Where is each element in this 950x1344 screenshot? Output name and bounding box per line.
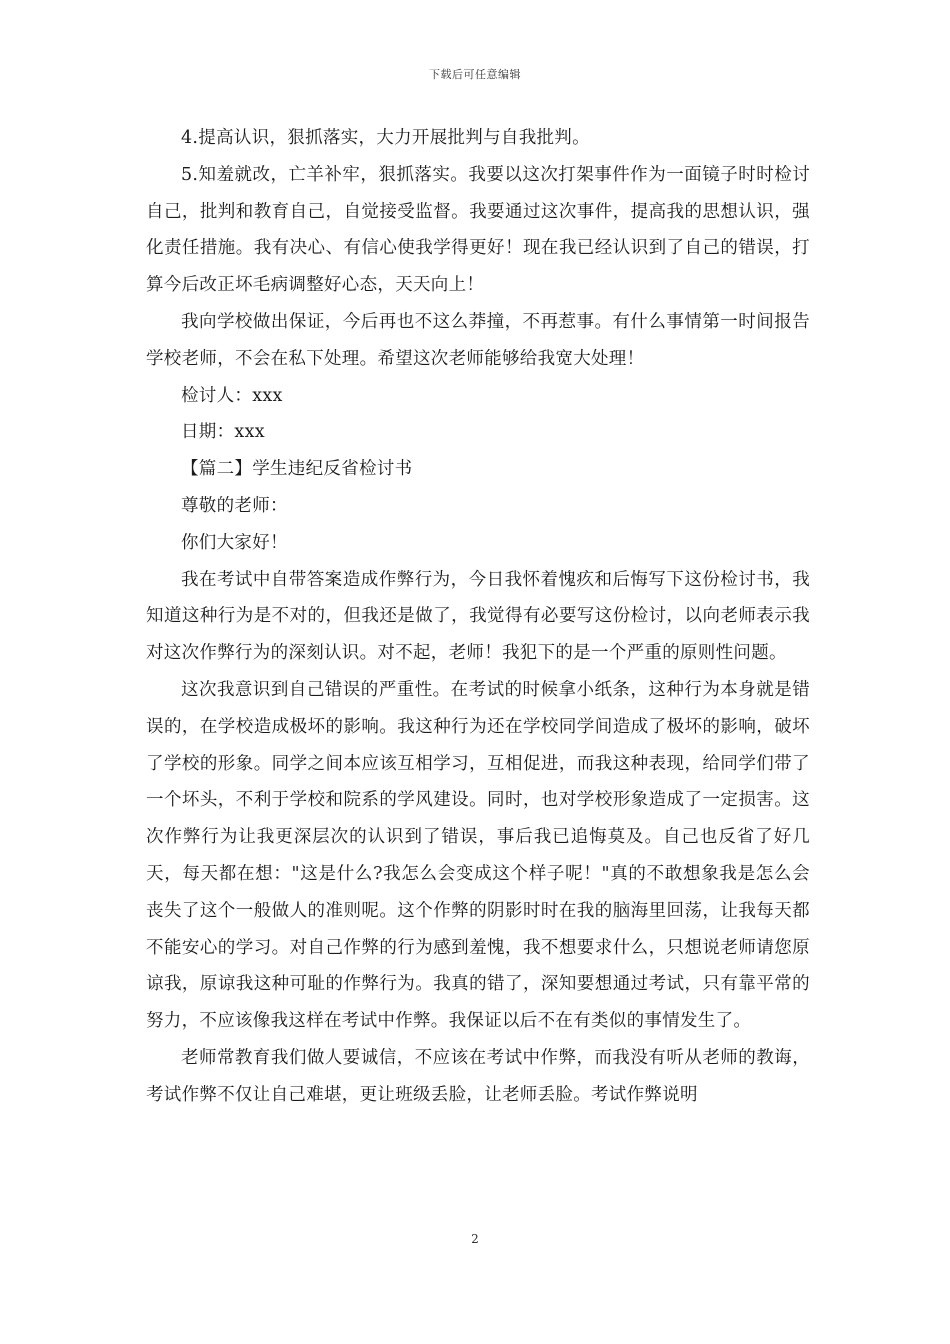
greeting: 你们大家好！ bbox=[181, 532, 288, 553]
paragraph-9: 我在考试中自带答案造成作弊行为，今日我怀着愧疚和后悔写下这份检讨书，我知道这种行为是不对的，但我还是做了，我觉得有必要写这份检讨，以向老师表示我对这次作弊行为的深刻认识。对不起，老师！我犯下的是一个严重的原则性问题。 bbox=[146, 569, 810, 664]
paragraph-3: 我向学校做出保证，今后再也不这么莽撞，不再惹事。有什么事情第一时间报告学校老师，不会在私下处理。希望这次老师能够给我宽大处理！ bbox=[146, 311, 810, 369]
paragraph-1: 4.提高认识，狠抓落实，大力开展批判与自我批判。 bbox=[181, 128, 590, 148]
signature-line: 检讨人：xxx bbox=[181, 385, 283, 406]
paragraph-11: 老师常教育我们做人要诚信，不应该在考试中作弊，而我没有听从老师的教诲，考试作弊不仅让自己难堪，更让班级丢脸，让老师丢脸。考试作弊说明 bbox=[146, 1047, 810, 1105]
page-header: 下载后可任意编辑 bbox=[429, 68, 521, 81]
salutation: 尊敬的老师： bbox=[181, 495, 288, 516]
section-title: 【篇二】学生违纪反省检讨书 bbox=[181, 459, 413, 480]
paragraph-2: 5.知羞就改，亡羊补牢，狠抓落实。我要以这次打架事件作为一面镜子时时检讨自己，批判和教育自己，自觉接受监督。我要通过这次事件，提高我的思想认识，强化责任措施。我有决心、有信心使我学得更好！现在我已经认识到了自己的错误，打算今后改正坏毛病调整好心态，天天向上！ bbox=[146, 164, 810, 296]
date-line: 日期：xxx bbox=[181, 422, 265, 443]
paragraph-10: 这次我意识到自己错误的严重性。在考试的时候拿小纸条，这种行为本身就是错误的，在学校造成极坏的影响。我这种行为还在学校同学间造成了极坏的影响，破坏了学校的形象。同学之间本应该互相学习，互相促进，而我这种表现，给同学们带了一个坏头，不利于学校和院系的学风建设。同时，也对学校形象造成了一定损害。这次作弊行为让我更深层次的认识到了错误，事后我已追悔莫及。自己也反省了好几天，每天都在想："这是什么?我怎么会变成这个样子呢！"真的不敢想象我是怎么会丧失了这个一般做人的准则呢。这个作弊的阴影时时在我的脑海里回荡，让我每天都不能安心的学习。对自己作弊的行为感到羞愧，我不想要求什么，只想说老师请您原谅我，原谅我这种可耻的作弊行为。我真的错了，深知要想通过考试，只有靠平常的努力，不应该像我这样在考试中作弊。我保证以后不在有类似的事情发生了。 bbox=[146, 679, 810, 1032]
document-body bbox=[146, 120, 810, 1114]
page-number: 2 bbox=[471, 1232, 479, 1246]
